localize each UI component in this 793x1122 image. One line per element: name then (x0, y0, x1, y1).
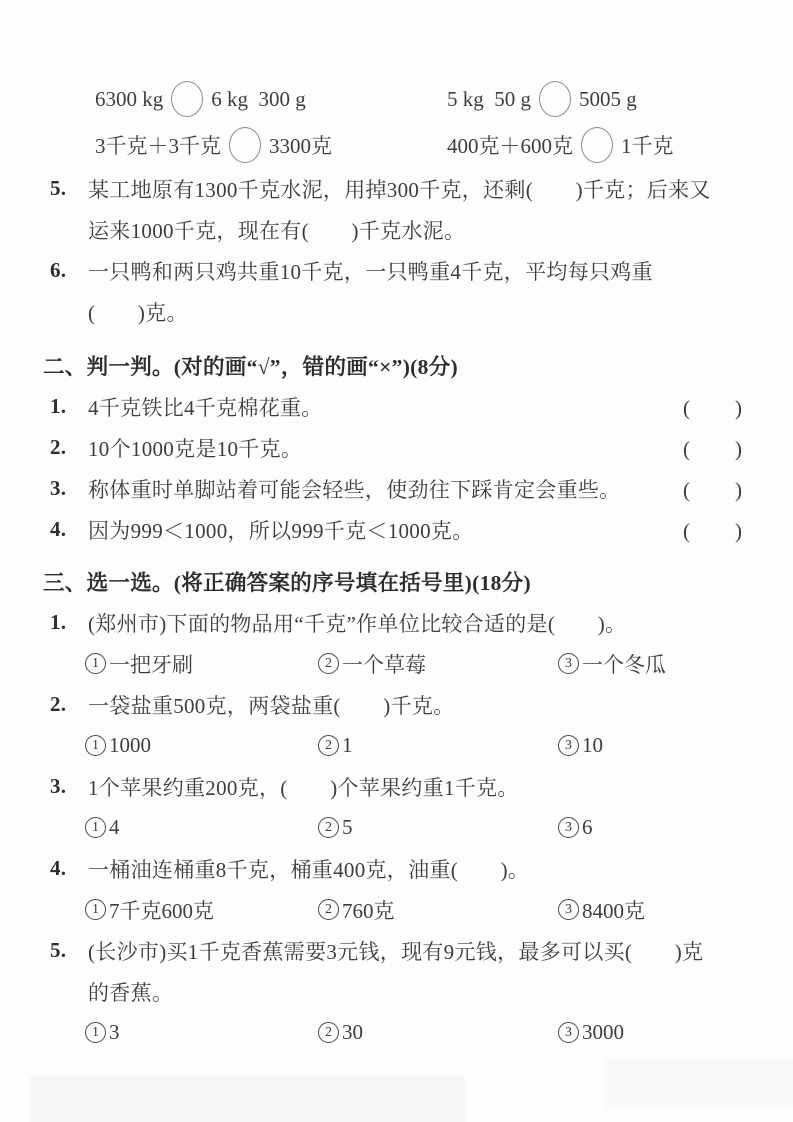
option-label: 6 (582, 815, 593, 839)
option-label: 一个冬瓜 (582, 652, 666, 677)
choose-section-title: 三、选一选。(将正确答案的序号填在括号里)(18分) (43, 570, 531, 595)
option (318, 1020, 558, 1045)
circled-number-icon: 3 (558, 735, 579, 756)
question-number: 2. (50, 435, 67, 459)
question-number: 1. (50, 394, 67, 418)
comparison-item (95, 127, 447, 163)
question-text: 1个苹果约重200克，( )个苹果约重1千克。 (88, 775, 519, 800)
circled-number-icon: 1 (85, 1022, 106, 1043)
question-number: 3. (50, 774, 67, 798)
choose-item-2 (43, 684, 743, 766)
answer-bracket: ( ) (683, 477, 743, 502)
option-label: 10 (582, 733, 603, 757)
comparison-item (447, 127, 674, 163)
comparison-circle (581, 127, 613, 163)
question-line (43, 291, 743, 332)
question-number: 1. (50, 610, 67, 634)
judge-section-title: 二、判一判。(对的画“√”，错的画“×”)(8分) (43, 354, 458, 379)
judge-item (43, 468, 743, 509)
scan-artifact (605, 1058, 793, 1108)
option-label: 4 (109, 815, 120, 839)
compare-section (43, 76, 743, 168)
option-label: 3000 (582, 1020, 624, 1044)
fill-item-6 (43, 250, 743, 332)
option-label: 一把牙刷 (109, 652, 193, 677)
question-line (43, 766, 743, 807)
question-line (43, 848, 743, 889)
question-line (43, 209, 743, 250)
comparison-left-value: 400克＋600克 (447, 134, 573, 158)
comparison-item (447, 81, 637, 117)
comparison-circle (539, 81, 571, 117)
option (558, 815, 593, 840)
comparison-circle (229, 127, 261, 163)
option-label: 一个草莓 (342, 652, 426, 677)
option (558, 733, 603, 758)
circled-number-icon: 1 (85, 735, 106, 756)
option (318, 733, 558, 758)
choose-section (43, 602, 743, 1053)
question-line (43, 930, 743, 971)
circled-number-icon: 2 (318, 899, 339, 920)
question-text: (郑州市)下面的物品用“千克”作单位比较合适的是( )。 (88, 611, 627, 636)
option-label: 5 (342, 815, 353, 839)
judge-item (43, 509, 743, 550)
circled-number-icon: 2 (318, 735, 339, 756)
circled-number-icon: 3 (558, 817, 579, 838)
question-text: 10个1000克是10千克。 (88, 436, 303, 461)
choose-item-3 (43, 766, 743, 848)
fill-item-5 (43, 168, 743, 250)
option (85, 649, 318, 679)
answer-bracket: ( ) (683, 436, 743, 461)
question-text: 运来1000千克，现在有( )千克水泥。 (88, 218, 466, 243)
option (558, 895, 645, 925)
option (85, 815, 318, 840)
question-line (43, 602, 743, 643)
comparison-item (95, 81, 447, 117)
question-number: 5. (50, 176, 67, 200)
comparison-left-value: 3千克＋3千克 (95, 134, 221, 158)
option (318, 815, 558, 840)
question-text: ( )克。 (88, 300, 188, 325)
option-label: 7千克600克 (109, 898, 214, 923)
option (85, 895, 318, 925)
question-text: 称体重时单脚站着可能会轻些，使劲往下踩肯定会重些。 (88, 477, 621, 502)
comparison-right-value: 5005 g (579, 86, 637, 111)
circled-number-icon: 3 (558, 1022, 579, 1043)
answer-bracket: ( ) (683, 518, 743, 543)
comparison-left-value: 6300 kg (95, 86, 164, 111)
question-text: 一桶油连桶重8千克，桶重400克，油重( )。 (88, 857, 530, 882)
comparison-circle (171, 81, 203, 117)
question-text: 一袋盐重500克，两袋盐重( )千克。 (88, 693, 455, 718)
question-number: 3. (50, 476, 67, 500)
question-line (43, 971, 743, 1012)
options-row (85, 807, 743, 848)
choose-item-4 (43, 848, 743, 930)
option-label: 8400克 (582, 898, 645, 923)
question-text: 4千克铁比4千克棉花重。 (88, 395, 323, 420)
comparison-right-value: 6 kg 300 g (211, 86, 306, 111)
circled-number-icon: 1 (85, 899, 106, 920)
compare-row (95, 122, 743, 168)
options-row (85, 889, 743, 930)
compare-row (95, 76, 743, 122)
question-text: 某工地原有1300千克水泥，用掉300千克，还剩( )千克；后来又 (88, 177, 711, 202)
question-number: 6. (50, 258, 67, 282)
question-text: 因为999＜1000，所以999千克＜1000克。 (88, 518, 474, 543)
option-label: 1000 (109, 733, 151, 757)
comparison-right-value: 3300克 (269, 134, 332, 158)
option (318, 649, 558, 679)
options-row (85, 643, 743, 684)
judge-item (43, 427, 743, 468)
question-line (43, 168, 743, 209)
comparison-right-value: 1千克 (621, 134, 674, 158)
comparison-left-value: 5 kg 50 g (447, 86, 531, 111)
question-number: 5. (50, 938, 67, 962)
circled-number-icon: 3 (558, 899, 579, 920)
circled-number-icon: 2 (318, 817, 339, 838)
circled-number-icon: 1 (85, 817, 106, 838)
option-label: 3 (109, 1020, 120, 1044)
circled-number-icon: 2 (318, 653, 339, 674)
option (558, 649, 666, 679)
question-line (43, 684, 743, 725)
question-text: 一只鸭和两只鸡共重10千克，一只鸭重4千克，平均每只鸡重 (88, 259, 653, 284)
question-text: 的香蕉。 (88, 980, 174, 1005)
circled-number-icon: 2 (318, 1022, 339, 1043)
question-line (43, 250, 743, 291)
question-text: (长沙市)买1千克香蕉需要3元钱，现有9元钱，最多可以买( )克 (88, 939, 704, 964)
question-number: 4. (50, 856, 67, 880)
choose-item-1 (43, 602, 743, 684)
options-row (85, 725, 743, 766)
question-number: 4. (50, 517, 67, 541)
judge-item (43, 386, 743, 427)
scan-artifact (30, 1076, 465, 1122)
option (318, 895, 558, 925)
options-row (85, 1012, 743, 1053)
circled-number-icon: 3 (558, 653, 579, 674)
option (558, 1020, 624, 1045)
option (85, 733, 318, 758)
answer-bracket: ( ) (683, 395, 743, 420)
option-label: 760克 (342, 898, 395, 923)
choose-item-5 (43, 930, 743, 1053)
option (85, 1020, 318, 1045)
option-label: 30 (342, 1020, 363, 1044)
option-label: 1 (342, 733, 353, 757)
circled-number-icon: 1 (85, 653, 106, 674)
judge-section (43, 386, 743, 550)
question-number: 2. (50, 692, 67, 716)
